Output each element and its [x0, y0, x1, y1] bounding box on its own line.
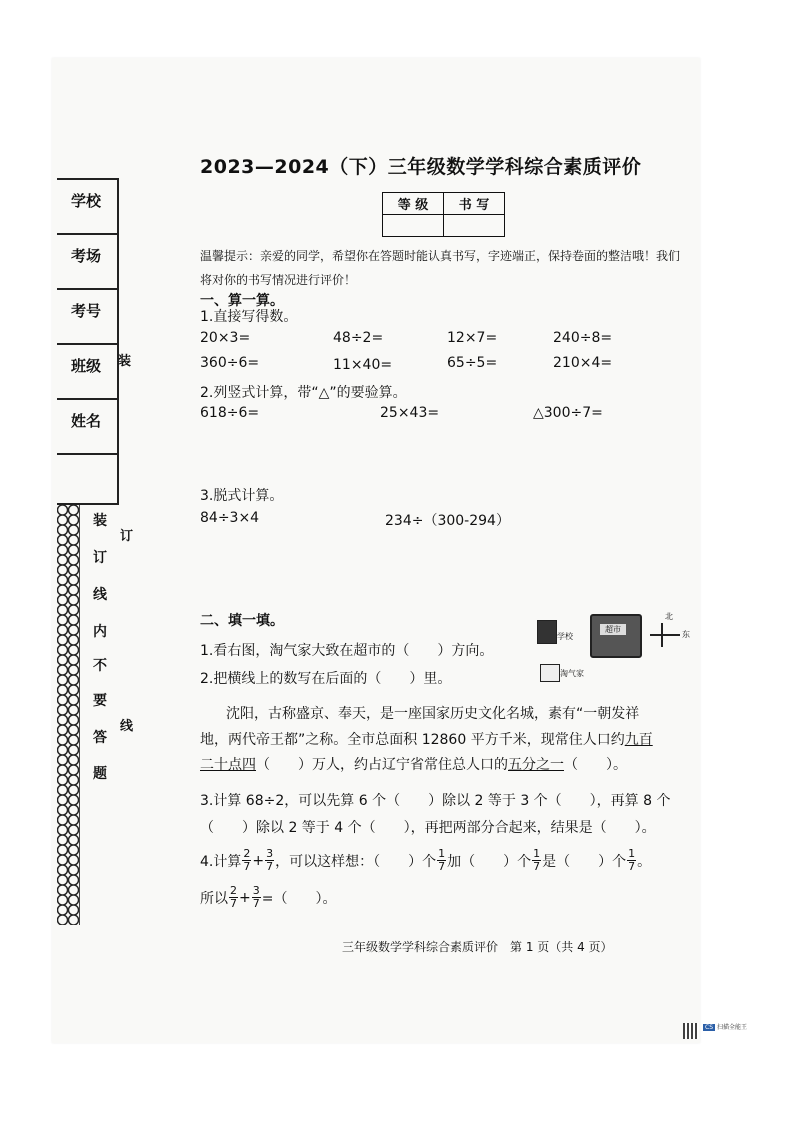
- qr-code-icon: [683, 1023, 699, 1039]
- question-text: 2.把横线上的数写在后面的（ ）里。: [200, 671, 452, 687]
- fraction: $\frac{3}{7}$: [252, 884, 260, 910]
- binding-char: 装: [93, 513, 107, 529]
- plus-sign: +: [252, 852, 265, 869]
- compass-east: 东: [682, 630, 690, 639]
- q4-text: 所以: [200, 890, 228, 907]
- info-class: 班级: [57, 345, 117, 400]
- info-name: 姓名: [57, 400, 117, 455]
- scanner-watermark: CS 扫描全能王: [705, 1024, 748, 1031]
- binding-mark: 订: [120, 529, 134, 544]
- oral-item: 48÷2=: [333, 330, 384, 346]
- question-label: 2.列竖式计算，带“△”的要验算。: [200, 385, 407, 401]
- passage-line: [200, 754, 627, 774]
- passage-line: 沈阳，古称盛京、奉天，是一座国家历史文化名城，素有“一朝发祥: [226, 706, 640, 722]
- passage-line: [200, 729, 653, 749]
- school-icon: [537, 620, 557, 644]
- oral-item: 20×3=: [200, 330, 251, 346]
- info-exam-room: 考场: [57, 235, 117, 290]
- binding-char: 不: [93, 658, 107, 674]
- binding-line: [79, 505, 80, 925]
- compass-ew-line: [650, 634, 680, 636]
- question-text: 1.看右图，淘气家大致在超市的（ ）方向。: [200, 643, 494, 659]
- compass-north: 北: [665, 612, 673, 621]
- grade-cell: [383, 215, 444, 237]
- oral-item: 240÷8=: [553, 330, 613, 346]
- fraction-question: [200, 848, 651, 873]
- writing-cell: [444, 215, 505, 237]
- binding-char: 要: [93, 693, 107, 709]
- binding-mark: 装: [118, 354, 132, 369]
- vertical-calc-item: 618÷6=: [200, 405, 260, 421]
- binding-char: 题: [93, 766, 107, 782]
- info-school: 学校: [57, 180, 117, 235]
- info-exam-number: 考号: [57, 290, 117, 345]
- warm-tip: 温馨提示：亲爱的同学，希望你在答题时能认真书写，字迹端正，保持卷面的整洁哦！我们将对你的书写情况进行评价！: [200, 249, 681, 287]
- home-icon: [540, 664, 560, 682]
- question-label: 1.直接写得数。: [200, 309, 298, 325]
- binding-mark: 线: [120, 719, 134, 734]
- oral-item: 11×40=: [333, 357, 393, 373]
- grade-header: 等 级: [383, 193, 444, 215]
- q4-text: 。: [637, 853, 652, 870]
- q4-text: 4.计算: [200, 853, 242, 870]
- writing-header: 书 写: [444, 193, 505, 215]
- fraction: $\frac{3}{7}$: [266, 847, 274, 873]
- binding-char: 内: [93, 624, 107, 640]
- binding-pattern: [57, 505, 79, 925]
- page-footer: 三年级数学学科综合素质评价 第 1 页（共 4 页）: [342, 940, 613, 954]
- oral-item: 210×4=: [553, 355, 613, 371]
- passage-text: 地，两代帝王都”之称。全市总面积 12860 平方千米，现常住人口约: [200, 732, 625, 748]
- question-text: 3.计算 68÷2，可以先算 6 个（ ）除以 2 等于 3 个（ ），再算 8 个: [200, 793, 671, 809]
- underlined-number: 五分之一: [508, 757, 564, 773]
- vertical-calc-item: 25×43=: [380, 405, 440, 421]
- school-label: 学校: [557, 632, 573, 641]
- fraction-answer-line: [200, 885, 336, 910]
- fraction: $\frac{1}{7}$: [533, 847, 541, 873]
- section-heading: 一、算一算。: [200, 293, 284, 309]
- q4-text: 是（ ）个: [542, 853, 627, 870]
- fraction: $\frac{1}{7}$: [628, 847, 636, 873]
- fraction: $\frac{2}{7}$: [243, 847, 251, 873]
- stepwise-item: 234÷（300-294）: [385, 513, 510, 529]
- oral-item: 360÷6=: [200, 355, 260, 371]
- q4-text: 加（ ）个: [447, 853, 532, 870]
- supermarket-label: 超市: [600, 624, 626, 635]
- vertical-calc-item: △300÷7=: [533, 405, 603, 421]
- fraction: $\frac{2}{7}$: [230, 884, 237, 910]
- underlined-number: 二十点四: [200, 757, 256, 773]
- binding-char: 答: [93, 730, 107, 746]
- underlined-number: 九百: [624, 732, 653, 748]
- oral-item: 12×7=: [447, 330, 498, 346]
- home-label: 淘气家: [560, 669, 584, 678]
- grade-table: [382, 192, 505, 237]
- binding-char: 订: [93, 550, 107, 566]
- binding-char: 线: [93, 587, 107, 603]
- fraction: $\frac{1}{7}$: [438, 847, 446, 873]
- q4-text: ，可以这样想：（ ）个: [275, 853, 437, 870]
- student-info-column: [57, 178, 119, 505]
- info-blank: [57, 455, 117, 505]
- passage-text: （ ）万人，约占辽宁省常住总人口的: [256, 757, 508, 773]
- oral-item: 65÷5=: [447, 355, 498, 371]
- supermarket-icon: [590, 614, 642, 658]
- q4-text: =（ ）。: [261, 890, 337, 907]
- question-label: 3.脱式计算。: [200, 488, 284, 504]
- exam-paper: [52, 58, 700, 1043]
- page-title: 2023—2024（下）三年级数学学科综合素质评价: [200, 156, 642, 178]
- stepwise-item: 84÷3×4: [200, 510, 260, 526]
- passage-text: （ ）。: [564, 757, 627, 773]
- plus-sign: +: [239, 889, 251, 906]
- section-heading: 二、填一填。: [200, 613, 284, 629]
- question-text: （ ）除以 2 等于 4 个（ ），再把两部分合起来，结果是（ ）。: [200, 820, 656, 836]
